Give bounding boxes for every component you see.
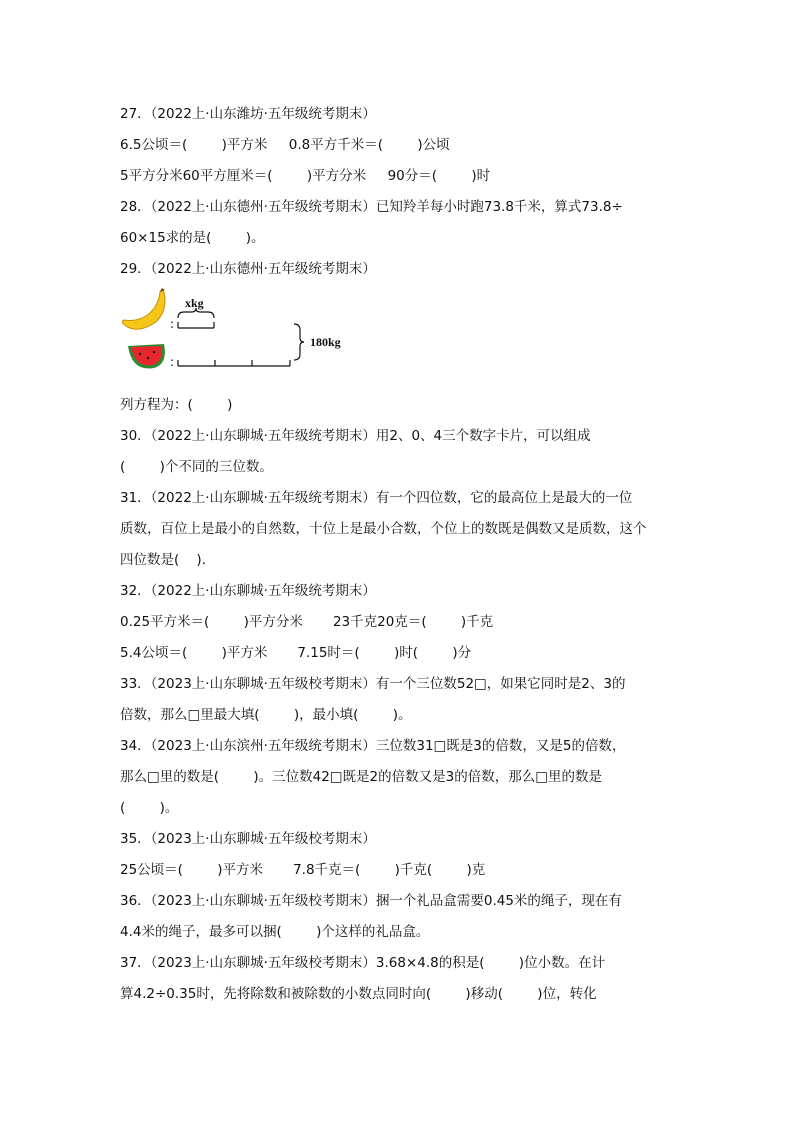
banana-colon: : xyxy=(170,317,175,331)
q29-figure xyxy=(118,286,378,386)
q32-header: 32．（2022上·山东聊城·五年级统考期末） xyxy=(120,583,376,599)
q34-line1: 34．（2023上·山东滨州·五年级统考期末）三位数31□既是3的倍数，又是5的倍数， xyxy=(120,738,626,754)
banana-icon xyxy=(122,288,165,329)
q28-line2: 60×15求的是( )。 xyxy=(120,230,265,246)
q34-line3: ( )。 xyxy=(120,800,179,816)
q28-line1: 28．（2022上·山东德州·五年级统考期末）已知羚羊每小时跑73.8千米，算式73.8÷ xyxy=(120,199,623,215)
q29-equation: 列方程为：( ) xyxy=(120,397,233,413)
q31-line2: 质数，百位上是最小的自然数，十位上是最小合数，个位上的数既是偶数又是质数，这个 xyxy=(120,521,647,537)
q33-line2: 倍数，那么□里最大填( )，最小填( )。 xyxy=(120,707,412,723)
q31-line3: 四位数是( ). xyxy=(120,552,206,568)
q36-line1: 36．（2023上·山东聊城·五年级校考期末）捆一个礼品盒需要0.45米的绳子，现在有 xyxy=(120,893,622,909)
watermelon-bar xyxy=(178,360,290,366)
watermelon-colon: : xyxy=(170,355,175,369)
banana-bar xyxy=(178,308,214,328)
q30-line2: ( )个不同的三位数。 xyxy=(120,459,273,475)
q36-line2: 4.4米的绳子，最多可以捆( )个这样的礼品盒。 xyxy=(120,924,430,940)
total-brace xyxy=(294,324,304,360)
q27-header: 27．（2022上·山东潍坊·五年级统考期末） xyxy=(120,106,376,122)
q32-line1: 0.25平方米＝( )平方分米 23千克20克＝( )千克 xyxy=(120,614,494,630)
q35-line1: 25公顷＝( )平方米 7.8千克＝( )千克( )克 xyxy=(120,862,486,878)
q29-header: 29．（2022上·山东德州·五年级统考期末） xyxy=(120,261,376,277)
q37-line2: 算4.2÷0.35时，先将除数和被除数的小数点同时向( )移动( )位，转化 xyxy=(120,986,597,1002)
q35-header: 35．（2023上·山东聊城·五年级校考期末） xyxy=(120,831,376,847)
q27-line1: 6.5公顷＝( )平方米 0.8平方千米＝( )公顷 xyxy=(120,137,450,153)
q31-line1: 31．（2022上·山东聊城·五年级统考期末）有一个四位数，它的最高位上是最大的一位 xyxy=(120,490,633,506)
banana-weight-label: xkg xyxy=(185,296,204,310)
q30-line1: 30．（2022上·山东聊城·五年级统考期末）用2、0、4三个数字卡片，可以组成 xyxy=(120,428,591,444)
watermelon-icon xyxy=(128,344,165,369)
q32-line2: 5.4公顷＝( )平方米 7.15时＝( )时( )分 xyxy=(120,645,472,661)
q33-line1: 33．（2023上·山东聊城·五年级校考期末）有一个三位数52□，如果它同时是2、3的 xyxy=(120,676,626,692)
total-weight-label: 180kg xyxy=(310,335,341,349)
q34-line2: 那么□里的数是( )。三位数42□既是2的倍数又是3的倍数，那么□里的数是 xyxy=(120,769,602,785)
q37-line1: 37．（2023上·山东聊城·五年级校考期末）3.68×4.8的积是( )位小数。在计 xyxy=(120,955,606,971)
q27-line2: 5平方分米60平方厘米＝( )平方分米 90分＝( )时 xyxy=(120,168,491,184)
